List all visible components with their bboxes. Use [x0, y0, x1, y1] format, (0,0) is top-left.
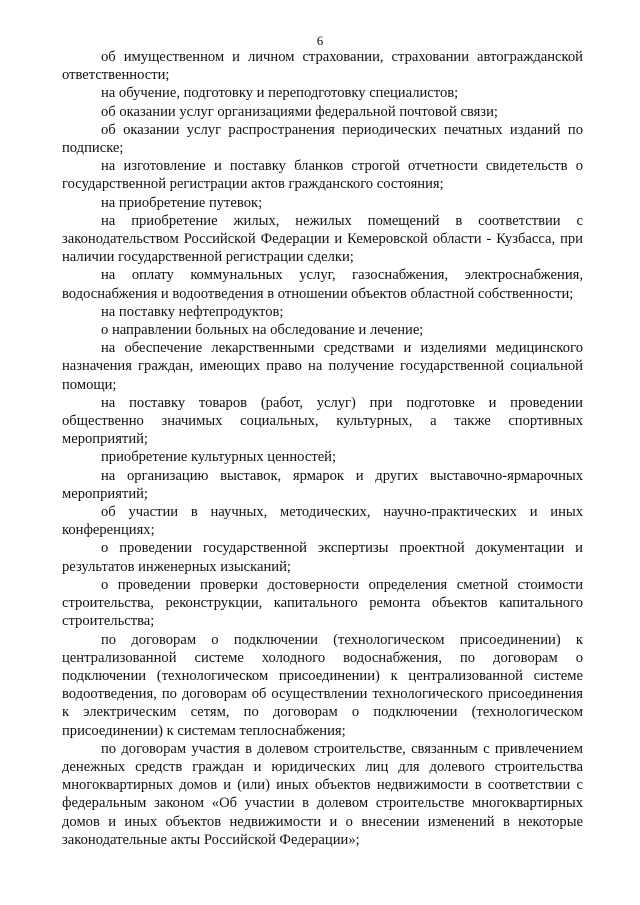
paragraph-postal-services: об оказании услуг организациями федеральной почтовой связи; — [101, 103, 498, 120]
paragraph-cultural-values: приобретение культурных ценностей; — [101, 449, 337, 466]
paragraph-utilities: на оплату коммунальных услуг, газоснабжения, электроснабжения, водоснабжения и водоотведения в отношении объектов областной собственности; — [62, 267, 583, 302]
page-number: 6 — [316, 33, 324, 48]
paragraph-petroleum: на поставку нефтепродуктов; — [101, 303, 284, 320]
paragraph-premises-purchase: на приобретение жилых, нежилых помещений в соответствии с законодательством Российской Федерации и Кемеровской области - Кузбасса, при наличии государственной регистрации сделки; — [62, 212, 583, 266]
paragraph-state-expertise: о проведении государственной экспертизы проектной документации и результатов инженерных изысканий; — [62, 540, 583, 575]
paragraph-shared-construction: по договорам участия в долевом строительстве, связанным с привлечением денежных средств граждан и юридических лиц для долевого строительства многоквартирных домов и (или) иных объектов недвижимости в соответствии с федеральным законом «Об участии в долевом строительстве многоквартирных домов и иных объектов недвижимости и о внесении изменений в некоторые законодательные акты Российской Федерации»; — [62, 740, 583, 848]
document-body — [62, 48, 583, 849]
paragraph-vouchers: на приобретение путевок; — [101, 194, 263, 211]
paragraph-events-supply: на поставку товаров (работ, услуг) при подготовке и проведении общественно значимых социальных, культурных, а также спортивных мероприятий; — [62, 394, 583, 448]
paragraph-conferences: об участии в научных, методических, научно-практических и иных конференциях; — [62, 504, 583, 539]
paragraph-insurance: об имущественном и личном страховании, страховании автогражданской ответственности; — [62, 49, 583, 84]
paragraph-periodicals-subscription: об оказании услуг распространения периодических печатных изданий по подписке; — [62, 121, 583, 157]
paragraph-connection-contracts: по договорам о подключении (технологическом присоединении) к централизованной системе холодного водоснабжения, по договорам о подключении (технологическом присоединении) к централизованной системе водоотведения, по договорам об осуществлении технологического присоединения к электрическим сетям, по договорам о подключении (технологическом присоединении) к системам теплоснабжения; — [62, 631, 583, 739]
paragraph-cost-verification: о проведении проверки достоверности определения сметной стоимости строительства, реконструкции, капитального ремонта объектов капитального строительства; — [62, 576, 583, 630]
paragraph-exhibitions: на организацию выставок, ярмарок и других выставочно-ярмарочных мероприятий; — [62, 467, 583, 502]
paragraph-patients-referral: о направлении больных на обследование и лечение; — [101, 322, 424, 339]
paragraph-medicines: на обеспечение лекарственными средствами и изделиями медицинского назначения граждан, имеющих право на получение государственной социальной помощи; — [62, 340, 583, 393]
paragraph-strict-forms: на изготовление и поставку бланков строгой отчетности свидетельств о государственной регистрации актов гражданского состояния; — [62, 158, 583, 193]
paragraph-training: на обучение, подготовку и переподготовку специалистов; — [101, 85, 459, 102]
